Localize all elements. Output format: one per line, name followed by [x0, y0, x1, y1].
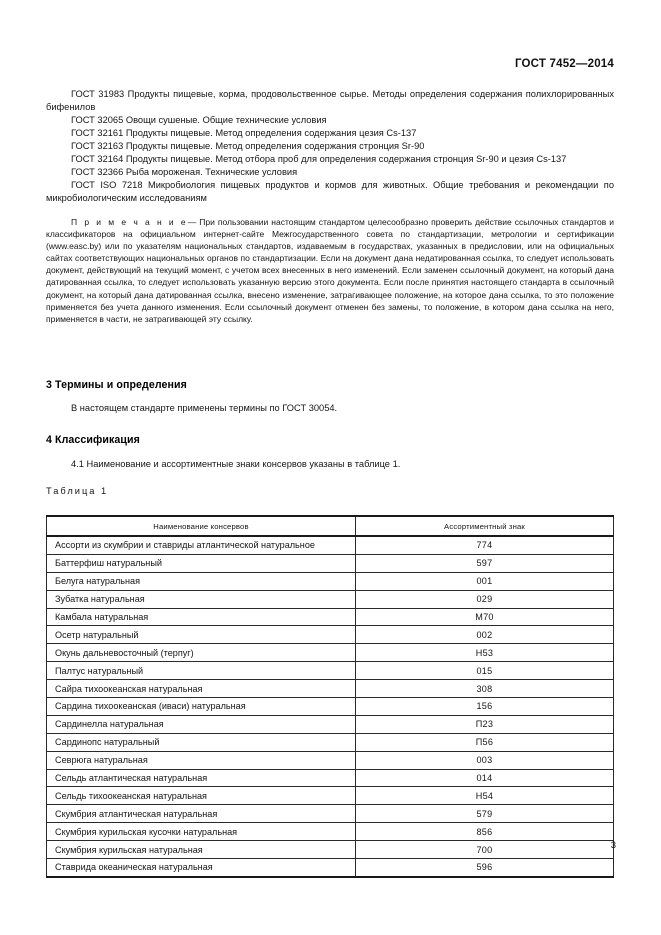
cell-product-name: Сардина тихоокеанская (иваси) натуральная — [47, 698, 356, 716]
table-row — [47, 572, 614, 590]
reference-item: ГОСТ ISO 7218 Микробиология пищевых продуктов и кормов для животных. Общие требования и рекомендации по микробиологическим исследованиям — [46, 180, 614, 203]
section-paragraph: 4.1 Наименование и ассортиментные знаки консервов указаны в таблице 1. — [71, 459, 401, 469]
classification-table — [46, 515, 614, 878]
cell-product-name: Скумбрия курильская натуральная — [47, 841, 356, 859]
section-body-classification — [46, 458, 614, 471]
cell-assortment-code: 003 — [356, 751, 614, 769]
page-number: 3 — [610, 840, 616, 851]
table-row — [47, 823, 614, 841]
cell-assortment-code: 029 — [356, 590, 614, 608]
table-row — [47, 644, 614, 662]
cell-assortment-code: 700 — [356, 841, 614, 859]
note-paragraph — [46, 216, 614, 325]
cell-product-name: Скумбрия атлантическая натуральная — [47, 805, 356, 823]
reference-item: ГОСТ 32065 Овощи сушеные. Общие технические условия — [71, 115, 327, 125]
cell-product-name: Севрюга натуральная — [47, 751, 356, 769]
cell-product-name: Ставрида океаническая натуральная — [47, 859, 356, 877]
table-row — [47, 590, 614, 608]
reference-item: ГОСТ 32366 Рыба мороженая. Технические условия — [71, 167, 298, 177]
column-header-code: Ассортиментный знак — [356, 516, 614, 536]
reference-item: ГОСТ 32164 Продукты пищевые. Метод отбора проб для определения содержания стронция Sr-90 и цезия Cs-137 — [71, 154, 567, 164]
table-row — [47, 733, 614, 751]
cell-product-name: Камбала натуральная — [47, 608, 356, 626]
cell-assortment-code: 015 — [356, 662, 614, 680]
table-body — [47, 536, 614, 877]
cell-product-name: Ассорти из скумбрии и ставриды атлантической натуральное — [47, 536, 356, 554]
table-row — [47, 715, 614, 733]
cell-assortment-code: 001 — [356, 572, 614, 590]
cell-assortment-code: Н53 — [356, 644, 614, 662]
section-paragraph: В настоящем стандарте применены термины по ГОСТ 30054. — [71, 403, 338, 413]
cell-assortment-code: 156 — [356, 698, 614, 716]
cell-product-name: Сардинелла натуральная — [47, 715, 356, 733]
cell-assortment-code: 579 — [356, 805, 614, 823]
table-row — [47, 859, 614, 877]
document-standard-number: ГОСТ 7452—2014 — [514, 58, 614, 70]
cell-product-name: Белуга натуральная — [47, 572, 356, 590]
table-row — [47, 769, 614, 787]
table-caption: Таблица 1 — [46, 486, 109, 496]
cell-assortment-code: П56 — [356, 733, 614, 751]
note-dash: — — [187, 217, 197, 227]
table-row — [47, 536, 614, 554]
table-header-row — [47, 516, 614, 536]
cell-product-name: Сайра тихоокеанская натуральная — [47, 680, 356, 698]
section-body-terms — [46, 402, 614, 415]
table-row — [47, 626, 614, 644]
cell-product-name: Баттерфиш натуральный — [47, 554, 356, 572]
section-heading-classification: 4 Классификация — [46, 434, 140, 446]
cell-assortment-code: 014 — [356, 769, 614, 787]
cell-product-name: Зубатка натуральная — [47, 590, 356, 608]
cell-product-name: Окунь дальневосточный (терпуг) — [47, 644, 356, 662]
reference-item: ГОСТ 31983 Продукты пищевые, корма, продовольственное сырье. Методы определения содержания полихлорированных бифенилов — [46, 89, 614, 112]
cell-product-name: Осетр натуральный — [47, 626, 356, 644]
cell-assortment-code: 596 — [356, 859, 614, 877]
table-row — [47, 751, 614, 769]
cell-assortment-code: М70 — [356, 608, 614, 626]
cell-assortment-code: 856 — [356, 823, 614, 841]
cell-assortment-code: П23 — [356, 715, 614, 733]
cell-assortment-code: 308 — [356, 680, 614, 698]
table-row — [47, 608, 614, 626]
reference-item: ГОСТ 32161 Продукты пищевые. Метод определения содержания цезия Cs-137 — [71, 128, 417, 138]
cell-product-name: Сельдь тихоокеанская натуральная — [47, 787, 356, 805]
table-row — [47, 805, 614, 823]
cell-product-name: Скумбрия курильская кусочки натуральная — [47, 823, 356, 841]
column-header-name: Наименование консервов — [47, 516, 356, 536]
table-row — [47, 698, 614, 716]
table-row — [47, 662, 614, 680]
note-text: При пользовании настоящим стандартом целесообразно проверить действие ссылочных стандартов и классификаторов на официальном интернет-сайте Межгосударственного совета по стандартизации, метрологии и сертификации (www.easc.by) или по указателям национальных стандартов, издаваемым в государствах, указанных в предисловии, или на официальных сайтах соответствующих национальных органов по стандартизации. Если на документ дана недатированная ссылка, то следует использовать документ, действующий на текущий момент, с учетом всех внесенных в него изменений. Если заменен ссылочный документ, на который дана датированная ссылка, то следует использовать указанную версию этого документа. Если после принятия настоящего стандарта в ссылочный документ, на который дана датированная ссылка, внесено изменение, затрагивающее положение, на которое дана ссылка, то это положение применяется без учета данного изменения. Если ссылочный документ отменен без замены, то положение, в котором дана ссылка на него, применяется в части, не затрагивающей эту ссылку. — [46, 217, 614, 324]
table-row — [47, 787, 614, 805]
cell-assortment-code: 002 — [356, 626, 614, 644]
cell-assortment-code: 774 — [356, 536, 614, 554]
reference-item: ГОСТ 32163 Продукты пищевые. Метод определения содержания стронция Sr-90 — [71, 141, 425, 151]
table-row — [47, 554, 614, 572]
cell-assortment-code: 597 — [356, 554, 614, 572]
note-label: П р и м е ч а н и е — [71, 217, 188, 227]
table-row — [47, 680, 614, 698]
reference-standards-list — [46, 88, 614, 325]
section-heading-terms: 3 Термины и определения — [46, 379, 187, 391]
cell-product-name: Сельдь атлантическая натуральная — [47, 769, 356, 787]
cell-product-name: Палтус натуральный — [47, 662, 356, 680]
table-row — [47, 841, 614, 859]
cell-product-name: Сардинопс натуральный — [47, 733, 356, 751]
cell-assortment-code: Н54 — [356, 787, 614, 805]
